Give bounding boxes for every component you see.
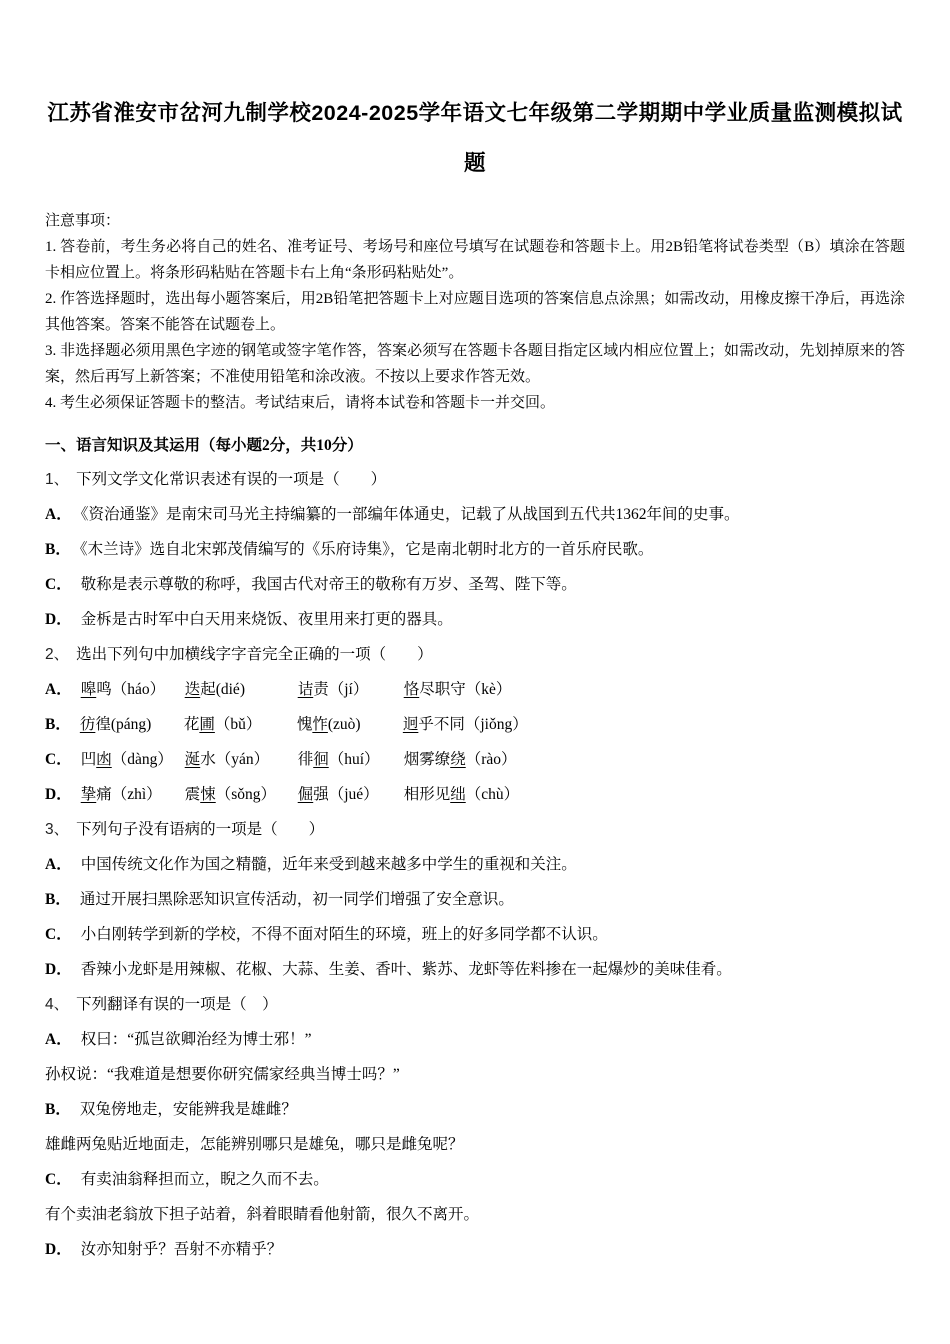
option-label: A． [45, 506, 72, 523]
option-label: B． [45, 1101, 71, 1118]
option-label: B． [45, 541, 71, 558]
option-label: C． [45, 751, 72, 768]
question-2-stem-text: 选出下列句中加横线字字音完全正确的一项（ ） [76, 646, 433, 663]
notice-item-2: 2. 作答选择题时，选出每小题答案后，用2B铅笔把答题卡上对应题目选项的答案信息点涂黑；如需改动，用橡皮擦干净后，再选涂其他答案。答案不能答在试题卷上。 [45, 291, 905, 333]
question-4-option-c [45, 1162, 905, 1197]
cell-post: （bǔ） [214, 716, 262, 733]
question-3-stem-text: 下列句子没有语病的一项是（ ） [76, 821, 325, 838]
question-4-number: 4、 [45, 996, 70, 1013]
option-label: A． [45, 1031, 72, 1048]
option-text: 敬称是表示尊敬的称呼，我国古代对帝王的敬称有万岁、圣驾、陛下等。 [80, 576, 577, 593]
pinyin-cell [80, 707, 184, 742]
notice-section [45, 208, 905, 416]
cell-post: 水（yán） [200, 751, 270, 768]
option-label: C． [45, 576, 72, 593]
option-text: 汝亦知射乎？吾射不亦精乎？ [80, 1241, 283, 1258]
underlined-char: 圃 [199, 716, 215, 733]
underlined-char: 绕 [450, 751, 466, 768]
option-text: 有卖油翁释担而立，睨之久而不去。 [80, 1171, 329, 1188]
cell-post: 痛（zhì） [96, 786, 162, 803]
option-label: A． [45, 681, 72, 698]
cell-post: （chù） [465, 786, 520, 803]
option-label: C． [45, 926, 72, 943]
question-4-option-b [45, 1092, 905, 1127]
cell-post: 尽职守（kè） [419, 681, 512, 698]
cell-post: 徨(páng) [95, 716, 152, 733]
underlined-char: 悚 [200, 786, 216, 803]
cell-post: 强（jué） [313, 786, 379, 803]
question-2-stem [45, 637, 905, 672]
cell-pre: 凹 [80, 751, 97, 768]
exam-title: 江苏省淮安市岔河九制学校2024-2025学年语文七年级第二学期期中学业质量监测模拟试题 [47, 101, 903, 175]
pinyin-cell [298, 777, 404, 812]
option-text: 《资治通鉴》是南宋司马光主持编纂的一部编年体通史，记载了从战国到五代共1362年间的史事。 [80, 506, 740, 523]
underlined-char: 挚 [80, 786, 97, 803]
cell-post: （sǒng） [215, 786, 277, 803]
question-4-stem [45, 987, 905, 1022]
pinyin-cell [297, 707, 403, 742]
question-3-option-d [45, 952, 905, 987]
cell-pre: 烟雾缭 [403, 751, 451, 768]
option-text: 《木兰诗》选自北宋郭茂倩编写的《乐府诗集》，它是南北朝时北方的一首乐府民歌。 [79, 541, 654, 558]
underlined-char: 怍 [312, 716, 328, 733]
option-label: B． [45, 891, 71, 908]
question-3-option-c [45, 917, 905, 952]
underlined-char: 彷 [79, 716, 96, 733]
question-1-option-d [45, 602, 905, 637]
underlined-char: 迭 [184, 681, 201, 698]
pinyin-cell [404, 672, 512, 707]
underlined-char: 迥 [402, 716, 419, 733]
pinyin-cell [298, 742, 404, 777]
option-text: 通过开展扫黑除恶知识宣传活动，初一同学们增强了安全意识。 [79, 891, 514, 908]
question-3-stem [45, 812, 905, 847]
question-1-number: 1、 [45, 471, 70, 488]
option-text: 小白刚转学到新的学校，不得不面对陌生的环境，班上的好多同学都不认识。 [80, 926, 608, 943]
pinyin-cell [81, 777, 185, 812]
cell-pre: 花 [183, 716, 200, 733]
question-2-number: 2、 [45, 646, 70, 663]
option-text: 双兔傍地走，安能辨我是雄雌？ [79, 1101, 297, 1118]
underlined-char: 恪 [403, 681, 420, 698]
cell-pre: 徘 [297, 751, 314, 768]
pinyin-cell [81, 672, 185, 707]
option-label: A． [45, 856, 72, 873]
underlined-char: 涎 [184, 751, 201, 768]
option-label: C． [45, 1171, 72, 1188]
pinyin-cell [81, 742, 185, 777]
question-4-option-d [45, 1232, 905, 1267]
question-4-option-b-translation: 雄雌两兔贴近地面走，怎能辨别哪只是雄兔，哪只是雌兔呢？ [45, 1136, 464, 1153]
notice-item-4: 4. 考生必须保证答题卡的整洁。考试结束后，请将本试卷和答题卡一并交回。 [45, 395, 556, 411]
cell-pre: 震 [184, 786, 201, 803]
question-4-stem-text: 下列翻译有误的一项是（ ） [76, 996, 278, 1013]
question-2-option-b [45, 707, 905, 742]
cell-post: (zuò) [327, 716, 361, 733]
pinyin-cell [404, 742, 517, 777]
cell-post: 鸣（háo） [96, 681, 166, 698]
cell-pre: 愧 [296, 716, 313, 733]
option-label: D． [45, 611, 72, 628]
section-heading: 一、语言知识及其运用（每小题2分，共10分） [45, 437, 363, 454]
pinyin-cell [185, 742, 298, 777]
cell-post: （rào） [465, 751, 517, 768]
underlined-char: 凼 [96, 751, 112, 768]
underlined-char: 徊 [313, 751, 329, 768]
question-1-option-b [45, 532, 905, 567]
option-label: B． [45, 716, 71, 733]
question-2-option-d [45, 777, 905, 812]
pinyin-cell [184, 707, 297, 742]
question-4-option-a-translation: 孙权说：“我难道是想要你研究儒家经典当博士吗？” [45, 1066, 400, 1083]
option-text: 香辣小龙虾是用辣椒、花椒、大蒜、生姜、香叶、紫苏、龙虾等佐料掺在一起爆炒的美味佳肴。 [80, 961, 732, 978]
cell-pre: 相形见 [403, 786, 451, 803]
question-1-option-c [45, 567, 905, 602]
cell-post: 乎不同（jiǒng） [418, 716, 528, 733]
pinyin-cell [185, 672, 298, 707]
question-2-option-a [45, 672, 905, 707]
option-label: D． [45, 961, 72, 978]
underlined-char: 诘 [297, 681, 314, 698]
question-1-stem-text: 下列文学文化常识表述有误的一项是（ ） [76, 471, 387, 488]
cell-post: 责（jí） [313, 681, 369, 698]
question-4-option-a [45, 1022, 905, 1057]
notice-item-3: 3. 非选择题必须用黑色字迹的钢笔或签字笔作答，答案必须写在答题卡各题目指定区域内相应位置上；如需改动，先划掉原来的答案，然后再写上新答案；不准使用铅笔和涂改液。不按以上要求作答无效。 [45, 343, 905, 385]
pinyin-cell [404, 777, 519, 812]
notice-heading: 注意事项： [45, 213, 121, 229]
question-3-number: 3、 [45, 821, 70, 838]
cell-post: 起(dié) [200, 681, 245, 698]
question-4-option-c-translation: 有个卖油老翁放下担子站着，斜着眼睛看他射箭，很久不离开。 [45, 1206, 480, 1223]
option-label: D． [45, 786, 72, 803]
notice-item-1: 1. 答卷前，考生务必将自己的姓名、准考证号、考场号和座位号填写在试题卷和答题卡上。用2B铅笔将试卷类型（B）填涂在答题卡相应位置上。将条形码粘贴在答题卡右上角“条形码粘贴处”。 [45, 239, 905, 281]
pinyin-cell [185, 777, 298, 812]
option-label: D． [45, 1241, 72, 1258]
pinyin-cell [403, 707, 528, 742]
cell-post: （dàng） [111, 751, 173, 768]
underlined-char: 嗥 [80, 681, 97, 698]
underlined-char: 倔 [297, 786, 314, 803]
cell-post: （huí） [328, 751, 380, 768]
question-2-option-c [45, 742, 905, 777]
question-1-stem [45, 462, 905, 497]
question-3-option-b [45, 882, 905, 917]
question-1-option-a [45, 497, 905, 532]
option-text: 权曰：“孤岂欲卿治经为博士邪！” [80, 1031, 312, 1048]
option-text: 金柝是古时军中白天用来烧饭、夜里用来打更的器具。 [80, 611, 453, 628]
pinyin-cell [298, 672, 404, 707]
underlined-char: 绌 [450, 786, 466, 803]
question-3-option-a [45, 847, 905, 882]
option-text: 中国传统文化作为国之精髓，近年来受到越来越多中学生的重视和关注。 [80, 856, 577, 873]
